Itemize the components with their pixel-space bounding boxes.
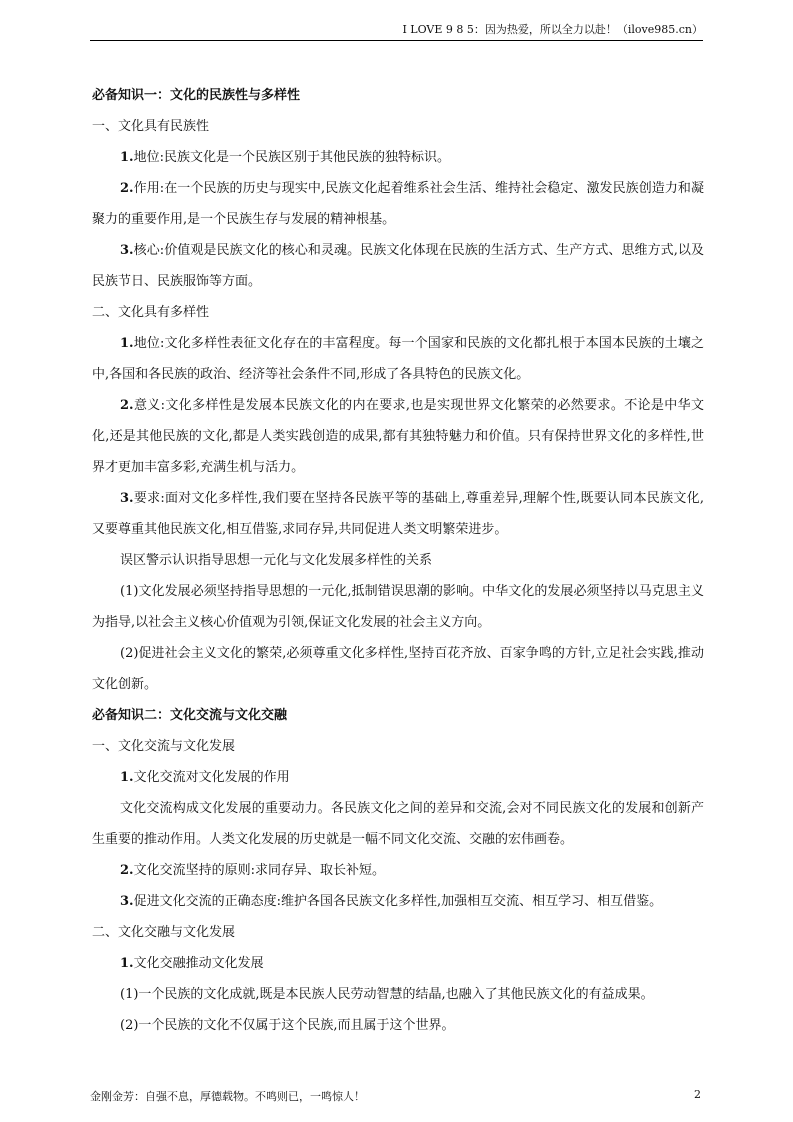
subsection-heading: 一、文化交流与文化发展 xyxy=(92,739,236,754)
item-number: 2. xyxy=(120,181,134,196)
subsection-heading: 二、文化交融与文化发展 xyxy=(92,925,236,940)
document-body xyxy=(92,80,704,1041)
paragraph: (2)一个民族的文化不仅属于这个民族,而且属于这个世界。 xyxy=(120,1018,455,1033)
item-number: 2. xyxy=(120,863,134,878)
paragraph xyxy=(92,948,704,979)
paragraph: 文化交流构成文化发展的重要动力。各民族文化之间的差异和交流,会对不同民族文化的发展和创新产生重要的推动作用。人类文化发展的历史就是一幅不同文化交流、交融的宏伟画卷。 xyxy=(92,801,704,847)
paragraph-text: 作用:在一个民族的历史与现实中,民族文化起着维系社会生活、维持社会稳定、激发民族创造力和凝聚力的重要作用,是一个民族生存与发展的精神根基。 xyxy=(92,181,704,227)
item-number: 3. xyxy=(120,894,134,909)
header-text: I LOVE 9 8 5：因为热爱，所以全力以赴！（ilove985.cn） xyxy=(402,23,703,36)
item-number: 1. xyxy=(120,770,134,785)
paragraph-text: 意义:文化多样性是发展本民族文化的内在要求,也是实现世界文化繁荣的必然要求。不论是中华文化,还是其他民族的文化,都是人类实践创造的成果,都有其独特魅力和价值。只有保持世界文化的多样性,世界才更加丰富多彩,充满生机与活力。 xyxy=(92,398,704,475)
paragraph-text: 促进文化交流的正确态度:维护各国各民族文化多样性,加强相互交流、相互学习、相互借鉴。 xyxy=(133,894,663,909)
paragraph: (1)文化发展必须坚持指导思想的一元化,抵制错误思潮的影响。中华文化的发展必须坚持以马克思主义为指导,以社会主义核心价值观为引领,保证文化发展的社会主义方向。 xyxy=(92,584,704,630)
paragraph-text: 地位:民族文化是一个民族区别于其他民族的独特标识。 xyxy=(133,150,450,165)
paragraph xyxy=(92,328,704,390)
item-number: 3. xyxy=(120,491,134,506)
paragraph-text: 文化交融推动文化发展 xyxy=(133,956,264,971)
item-number: 1. xyxy=(120,336,134,351)
paragraph xyxy=(92,142,704,173)
item-number: 2. xyxy=(120,398,134,413)
item-number: 1. xyxy=(120,150,134,165)
paragraph xyxy=(92,483,704,545)
paragraph xyxy=(92,886,704,917)
paragraph xyxy=(92,235,704,297)
section-title: 必备知识二：文化交流与文化交融 xyxy=(92,708,288,723)
paragraph-text: 文化交流对文化发展的作用 xyxy=(133,770,290,785)
footer-motto: 金刚金芳：自强不息，厚德载物。不鸣则已，一鸣惊人！ xyxy=(90,1090,365,1103)
subsection-heading: 二、文化具有多样性 xyxy=(92,305,210,320)
paragraph xyxy=(92,855,704,886)
page-header xyxy=(90,22,703,41)
paragraph xyxy=(92,390,704,483)
subsection-heading: 一、文化具有民族性 xyxy=(92,119,210,134)
page-footer xyxy=(90,1088,701,1104)
item-number: 1. xyxy=(120,956,134,971)
page-number: 2 xyxy=(694,1088,701,1101)
paragraph-text: 核心:价值观是民族文化的核心和灵魂。民族文化体现在民族的生活方式、生产方式、思维方式,以及民族节日、民族服饰等方面。 xyxy=(92,243,704,289)
paragraph: (2)促进社会主义文化的繁荣,必须尊重文化多样性,坚持百花齐放、百家争鸣的方针,立足社会实践,推动文化创新。 xyxy=(92,646,704,692)
paragraph xyxy=(92,762,704,793)
paragraph: (1)一个民族的文化成就,既是本民族人民劳动智慧的结晶,也融入了其他民族文化的有益成果。 xyxy=(120,987,654,1002)
paragraph xyxy=(92,173,704,235)
paragraph-text: 文化交流坚持的原则:求同存异、取长补短。 xyxy=(133,863,385,878)
section-title: 必备知识一：文化的民族性与多样性 xyxy=(92,88,301,103)
paragraph-text: 地位:文化多样性表征文化存在的丰富程度。每一个国家和民族的文化都扎根于本国本民族的土壤之中,各国和各民族的政治、经济等社会条件不同,形成了各具特色的民族文化。 xyxy=(92,336,704,382)
paragraph-text: 要求:面对文化多样性,我们要在坚持各民族平等的基础上,尊重差异,理解个性,既要认同本民族文化,又要尊重其他民族文化,相互借鉴,求同存异,共同促进人类文明繁荣进步。 xyxy=(92,491,704,537)
item-number: 3. xyxy=(120,243,134,258)
warning-heading: 误区警示认识指导思想一元化与文化发展多样性的关系 xyxy=(120,553,433,568)
